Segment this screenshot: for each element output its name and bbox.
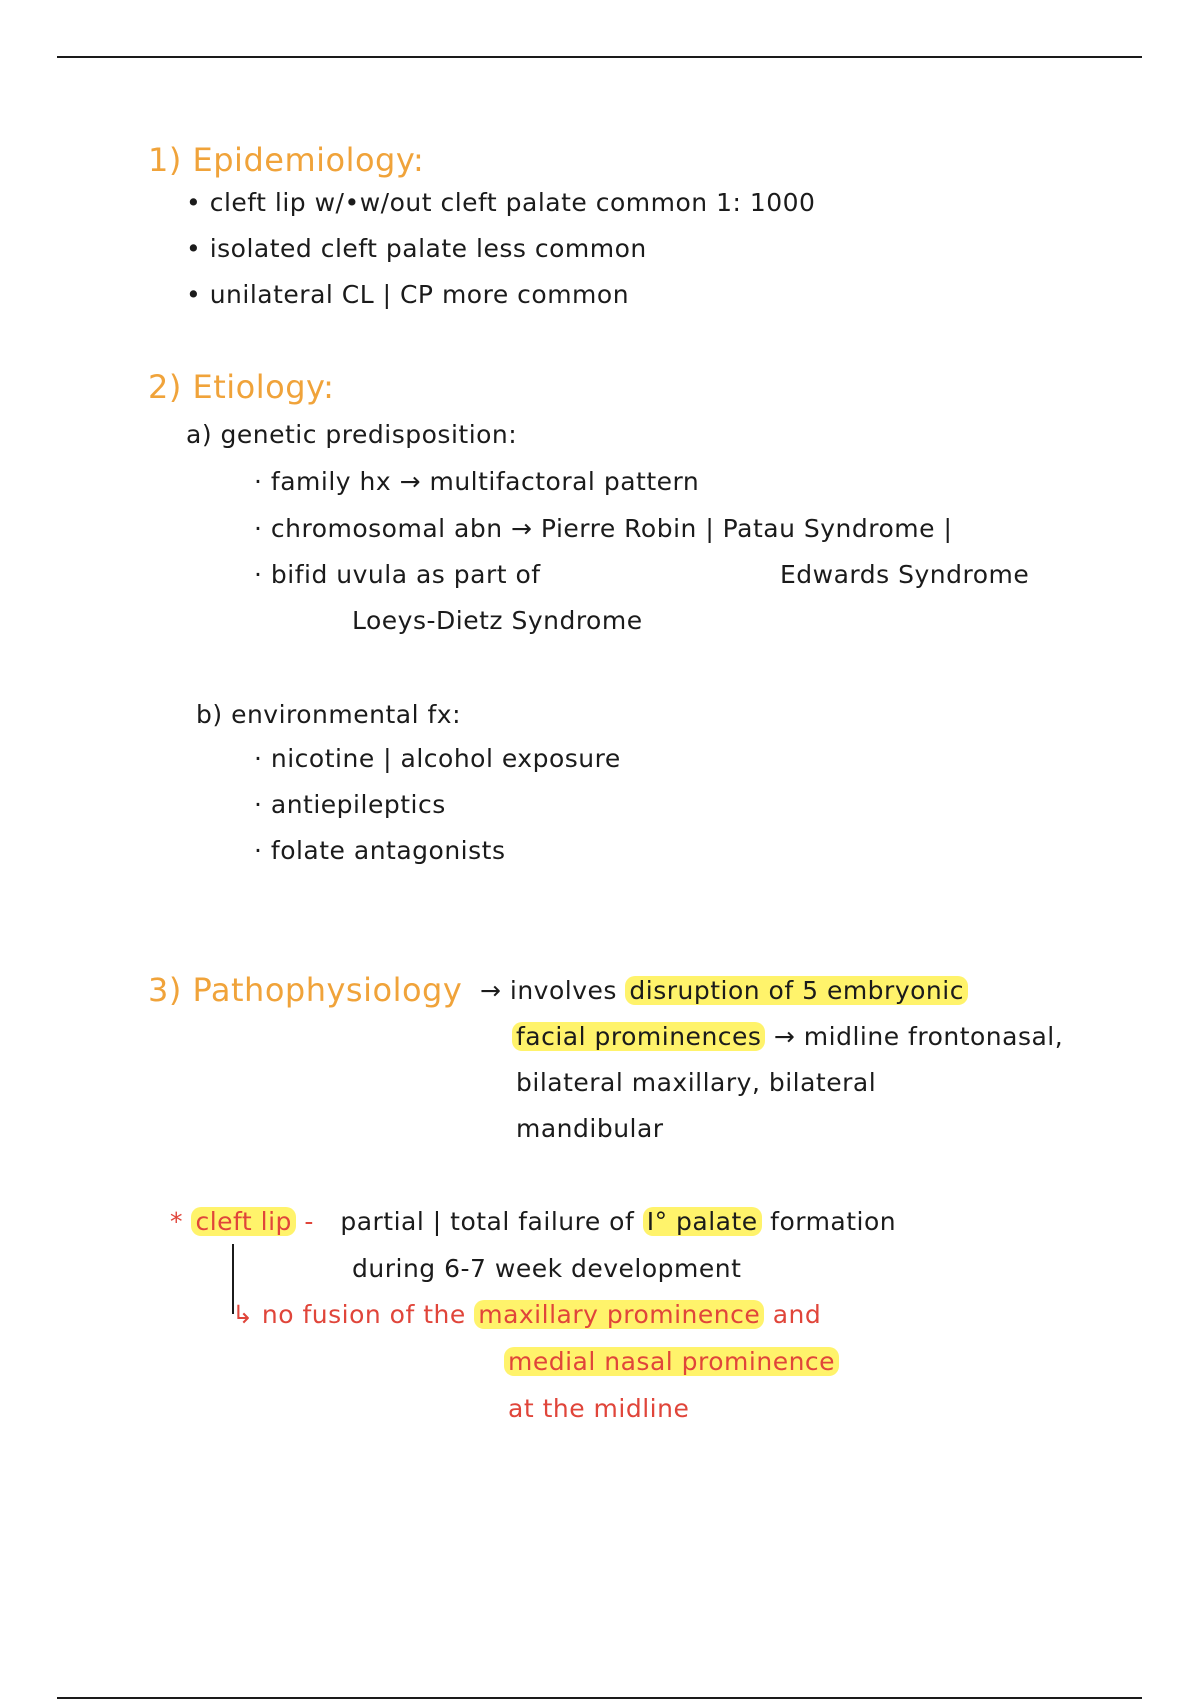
etiology-environmental-item-3: · folate antagonists	[254, 836, 506, 865]
epidemiology-bullet-2: • isolated cleft palate less common	[186, 234, 647, 263]
star-marker: *	[170, 1207, 183, 1236]
etiology-genetic-item-1: · family hx → multifactoral pattern	[254, 467, 700, 496]
pathophysiology-line-1: → involves disruption of 5 embryonic	[480, 974, 968, 1008]
etiology-genetic-item-3-cont: Loeys-Dietz Syndrome	[352, 606, 643, 635]
pathophysiology-line-3: bilateral maxillary, bilateral	[516, 1068, 877, 1097]
top-rule	[57, 56, 1142, 58]
heading-pathophysiology: 3) Pathophysiology	[148, 971, 463, 1009]
epidemiology-bullet-1: • cleft lip w/•w/out cleft palate common 1: 1000	[186, 188, 816, 217]
highlight-primary-palate: I° palate	[643, 1207, 762, 1236]
highlight-disruption: disruption of 5 embryonic	[625, 976, 968, 1005]
epidemiology-bullet-3: • unilateral CL | CP more common	[186, 280, 630, 309]
heading-epidemiology: 1) Epidemiology:	[148, 141, 425, 179]
pathophysiology-line-4: mandibular	[516, 1114, 664, 1143]
cleft-lip-line-2: during 6-7 week development	[352, 1254, 742, 1283]
highlight-facial-prominences: facial prominences	[512, 1022, 765, 1051]
etiology-genetic-label: a) genetic predisposition:	[186, 420, 518, 449]
etiology-genetic-item-2-cont: Edwards Syndrome	[780, 560, 1030, 589]
pathophysiology-line-2: facial prominences → midline frontonasal,	[512, 1020, 1063, 1054]
heading-etiology: 2) Etiology:	[148, 368, 335, 406]
cleft-lip-subnote-3: at the midline	[508, 1394, 690, 1423]
etiology-genetic-item-2: · chromosomal abn → Pierre Robin | Patau Syndrome |	[254, 514, 953, 543]
etiology-environmental-label: b) environmental fx:	[196, 700, 462, 729]
cleft-lip-line-1: * cleft lip - partial | total failure of I° palate formation	[170, 1207, 897, 1236]
etiology-environmental-item-2: · antiepileptics	[254, 790, 446, 819]
highlight-maxillary-prominence: maxillary prominence	[474, 1300, 764, 1329]
highlight-medial-nasal-prominence: medial nasal prominence	[504, 1347, 839, 1376]
etiology-environmental-item-1: · nicotine | alcohol exposure	[254, 744, 621, 773]
cleft-lip-label: cleft lip	[191, 1207, 295, 1236]
etiology-genetic-item-3: · bifid uvula as part of	[254, 560, 541, 589]
cleft-lip-subnote-1: ↳ no fusion of the maxillary prominence and	[232, 1300, 822, 1329]
cleft-lip-subnote-2	[504, 1345, 839, 1379]
bottom-rule	[57, 1697, 1142, 1699]
